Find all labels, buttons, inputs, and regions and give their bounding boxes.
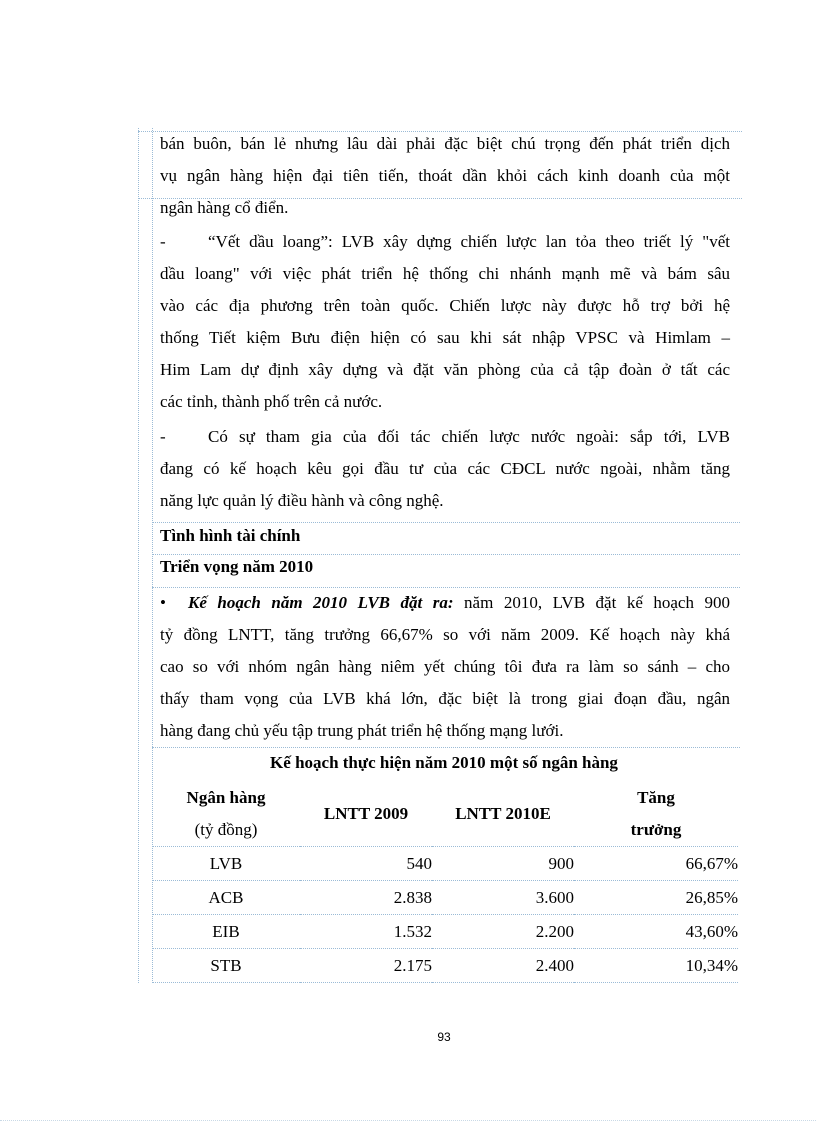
header-lntt-2009: LNTT 2009 [300, 782, 432, 847]
heading-financial-situation: Tình hình tài chính [160, 526, 301, 545]
table-caption: Kế hoạch thực hiện năm 2010 một số ngân hàng [270, 753, 618, 772]
text-line: các tỉnh, thành phố trên cả nước. [160, 392, 383, 411]
cell-lntt-2010e: 2.200 [432, 915, 574, 949]
bullet-icon: • [160, 593, 166, 612]
text-line: thống Tiết kiệm Bưu điện hiện có sau khi sát nhập VPSC và Himlam – [160, 328, 730, 347]
text-line: bán buôn, bán lẻ nhưng lâu dài phải đặc biệt chú trọng đến phát triển dịch [160, 134, 730, 153]
cell-bank: ACB [152, 881, 300, 915]
text-line: thấy tham vọng của LVB khá lớn, đặc biệt là trong giai đoạn đầu, ngân [160, 689, 730, 708]
cell-bank: STB [152, 949, 300, 983]
text-line: cao so với nhóm ngân hàng niêm yết chúng tôi đưa ra làm so sánh – cho [160, 657, 730, 676]
table-row [152, 915, 738, 949]
paragraph-vet-dau-loang [160, 226, 730, 418]
cell-lntt-2010e: 3.600 [432, 881, 574, 915]
header-lntt-2010e: LNTT 2010E [432, 782, 574, 847]
text-line: năm 2010, LVB đặt kế hoạch 900 [453, 593, 730, 612]
cell-lntt-2010e: 2.400 [432, 949, 574, 983]
lead-text: Kế hoạch năm 2010 LVB đặt ra: [188, 593, 454, 612]
table-header-row [152, 782, 738, 847]
cell-lntt-2009: 1.532 [300, 915, 432, 949]
text-line: Him Lam dự định xây dựng và đặt văn phòng của cả tập đoàn ở tất các [160, 360, 730, 379]
text-line: Có sự tham gia của đối tác chiến lược nước ngoài: sắp tới, LVB [208, 427, 730, 446]
cell-growth: 66,67% [574, 847, 738, 881]
cell-lntt-2009: 540 [300, 847, 432, 881]
header-growth: Tăng trưởng [574, 782, 738, 847]
text-line: năng lực quản lý điều hành và công nghệ. [160, 491, 444, 510]
paragraph-plan-2010 [160, 587, 730, 747]
header-bank: Ngân hàng (tỷ đồng) [152, 782, 300, 847]
table-row [152, 847, 738, 881]
dash-marker: - [160, 232, 166, 251]
paragraph-strategic-partner [160, 421, 730, 517]
left-margin-line [138, 128, 139, 983]
cell-bank: LVB [152, 847, 300, 881]
cell-lntt-2010e: 900 [432, 847, 574, 881]
table-row [152, 881, 738, 915]
table-row [152, 949, 738, 983]
text-line: tỷ đồng LNTT, tăng trưởng 66,67% so với năm 2009. Kế hoạch này khá [160, 625, 730, 644]
dash-marker: - [160, 427, 166, 446]
footer-line [0, 1120, 816, 1121]
bank-plan-table [152, 782, 738, 983]
text-line: vào các địa phương trên toàn quốc. Chiến lược này được hỗ trợ bởi hệ [160, 296, 730, 315]
cell-bank: EIB [152, 915, 300, 949]
text-line: ngân hàng cổ điển. [160, 198, 289, 217]
cell-growth: 43,60% [574, 915, 738, 949]
text-line: “Vết dầu loang”: LVB xây dựng chiến lược lan tỏa theo triết lý "vết [208, 232, 730, 251]
cell-lntt-2009: 2.175 [300, 949, 432, 983]
paragraph-continuation [160, 128, 730, 224]
text-line: hàng đang chủ yếu tập trung phát triển hệ thống mạng lưới. [160, 721, 564, 740]
text-line: vụ ngân hàng hiện đại tiên tiến, thoát dần khỏi cách kinh doanh của một [160, 166, 730, 185]
grid-line [152, 747, 740, 748]
cell-growth: 10,34% [574, 949, 738, 983]
heading-outlook-2010: Triển vọng năm 2010 [160, 557, 314, 576]
page-number: 93 [437, 1030, 451, 1044]
cell-growth: 26,85% [574, 881, 738, 915]
text-line: dầu loang" với việc phát triển hệ thống chi nhánh mạnh mẽ và bám sâu [160, 264, 730, 283]
text-line: đang có kế hoạch kêu gọi đầu tư của các CĐCL nước ngoài, nhằm tăng [160, 459, 730, 478]
cell-lntt-2009: 2.838 [300, 881, 432, 915]
